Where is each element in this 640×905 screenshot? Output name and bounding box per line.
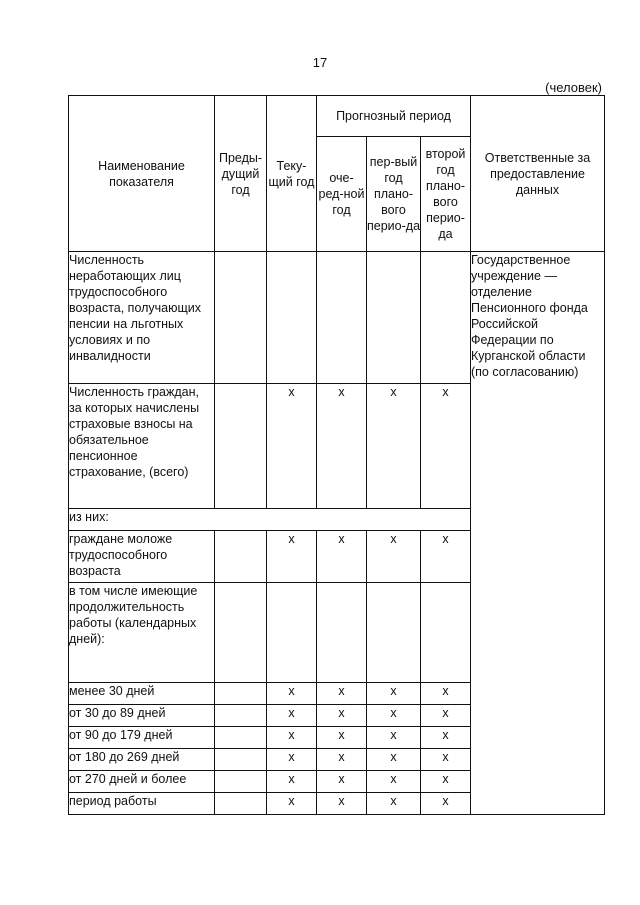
responsible-entity: Государственное учреждение — отделение Пенсионного фонда Российской Федерации по Курганской области (по согласованию) xyxy=(471,252,605,815)
cell-previous-year xyxy=(215,252,267,384)
row-label: Численность граждан, за которых начислены страховые взносы на обязательное пенсионное страхование, (всего) xyxy=(69,384,215,509)
cell-first-planned-year: x xyxy=(367,771,421,793)
indicator-table xyxy=(68,95,605,815)
header-next-year: оче-ред-ной год xyxy=(317,137,367,252)
cell-current-year: x xyxy=(267,384,317,509)
cell-next-year: x xyxy=(317,727,367,749)
cell-current-year: x xyxy=(267,531,317,583)
header-second-planned-year: второй год плано-вого перио-да xyxy=(421,137,471,252)
cell-next-year: x xyxy=(317,771,367,793)
row-label: из них: xyxy=(69,509,471,531)
header-forecast-period: Прогнозный период xyxy=(317,96,471,137)
cell-second-planned-year: x xyxy=(421,749,471,771)
table-row xyxy=(69,252,605,384)
cell-previous-year xyxy=(215,793,267,815)
units-note: (человек) xyxy=(545,80,602,95)
cell-first-planned-year: x xyxy=(367,531,421,583)
cell-current-year: x xyxy=(267,705,317,727)
cell-second-planned-year: x xyxy=(421,531,471,583)
cell-second-planned-year: x xyxy=(421,683,471,705)
cell-second-planned-year: x xyxy=(421,705,471,727)
cell-previous-year xyxy=(215,583,267,683)
cell-first-planned-year: x xyxy=(367,727,421,749)
cell-first-planned-year: x xyxy=(367,384,421,509)
cell-current-year: x xyxy=(267,727,317,749)
cell-previous-year xyxy=(215,727,267,749)
cell-next-year xyxy=(317,583,367,683)
cell-current-year: x xyxy=(267,749,317,771)
cell-next-year: x xyxy=(317,749,367,771)
row-label: от 180 до 269 дней xyxy=(69,749,215,771)
header-current-year: Теку-щий год xyxy=(267,96,317,252)
page-number: 17 xyxy=(312,55,328,70)
cell-previous-year xyxy=(215,705,267,727)
row-label: граждане моложе трудоспособного возраста xyxy=(69,531,215,583)
row-label: от 90 до 179 дней xyxy=(69,727,215,749)
cell-second-planned-year: x xyxy=(421,384,471,509)
cell-first-planned-year: x xyxy=(367,705,421,727)
cell-current-year: x xyxy=(267,771,317,793)
header-previous-year: Преды-дущий год xyxy=(215,96,267,252)
cell-first-planned-year xyxy=(367,252,421,384)
row-label: от 270 дней и более xyxy=(69,771,215,793)
header-indicator: Наименование показателя xyxy=(69,96,215,252)
cell-next-year: x xyxy=(317,793,367,815)
row-label: менее 30 дней xyxy=(69,683,215,705)
cell-next-year: x xyxy=(317,384,367,509)
cell-next-year xyxy=(317,252,367,384)
row-label: в том числе имеющие продолжительность работы (календарных дней): xyxy=(69,583,215,683)
cell-previous-year xyxy=(215,531,267,583)
header-first-planned-year: пер-вый год плано-вого перио-да xyxy=(367,137,421,252)
cell-previous-year xyxy=(215,384,267,509)
header-responsible: Ответственные за предоставление данных xyxy=(471,96,605,252)
cell-first-planned-year xyxy=(367,583,421,683)
row-label: от 30 до 89 дней xyxy=(69,705,215,727)
cell-next-year: x xyxy=(317,705,367,727)
row-label: период работы xyxy=(69,793,215,815)
cell-next-year: x xyxy=(317,683,367,705)
cell-current-year xyxy=(267,583,317,683)
cell-second-planned-year xyxy=(421,252,471,384)
cell-previous-year xyxy=(215,683,267,705)
cell-second-planned-year: x xyxy=(421,771,471,793)
cell-next-year: x xyxy=(317,531,367,583)
row-label: Численность неработающих лиц трудоспособного возраста, получающих пенсии на льготных условиях и по инвалидности xyxy=(69,252,215,384)
cell-first-planned-year: x xyxy=(367,749,421,771)
cell-second-planned-year: x xyxy=(421,793,471,815)
cell-current-year xyxy=(267,252,317,384)
cell-current-year: x xyxy=(267,793,317,815)
cell-first-planned-year: x xyxy=(367,793,421,815)
cell-second-planned-year xyxy=(421,583,471,683)
cell-current-year: x xyxy=(267,683,317,705)
header-row-1 xyxy=(69,96,605,137)
cell-second-planned-year: x xyxy=(421,727,471,749)
cell-first-planned-year: x xyxy=(367,683,421,705)
cell-previous-year xyxy=(215,771,267,793)
cell-previous-year xyxy=(215,749,267,771)
